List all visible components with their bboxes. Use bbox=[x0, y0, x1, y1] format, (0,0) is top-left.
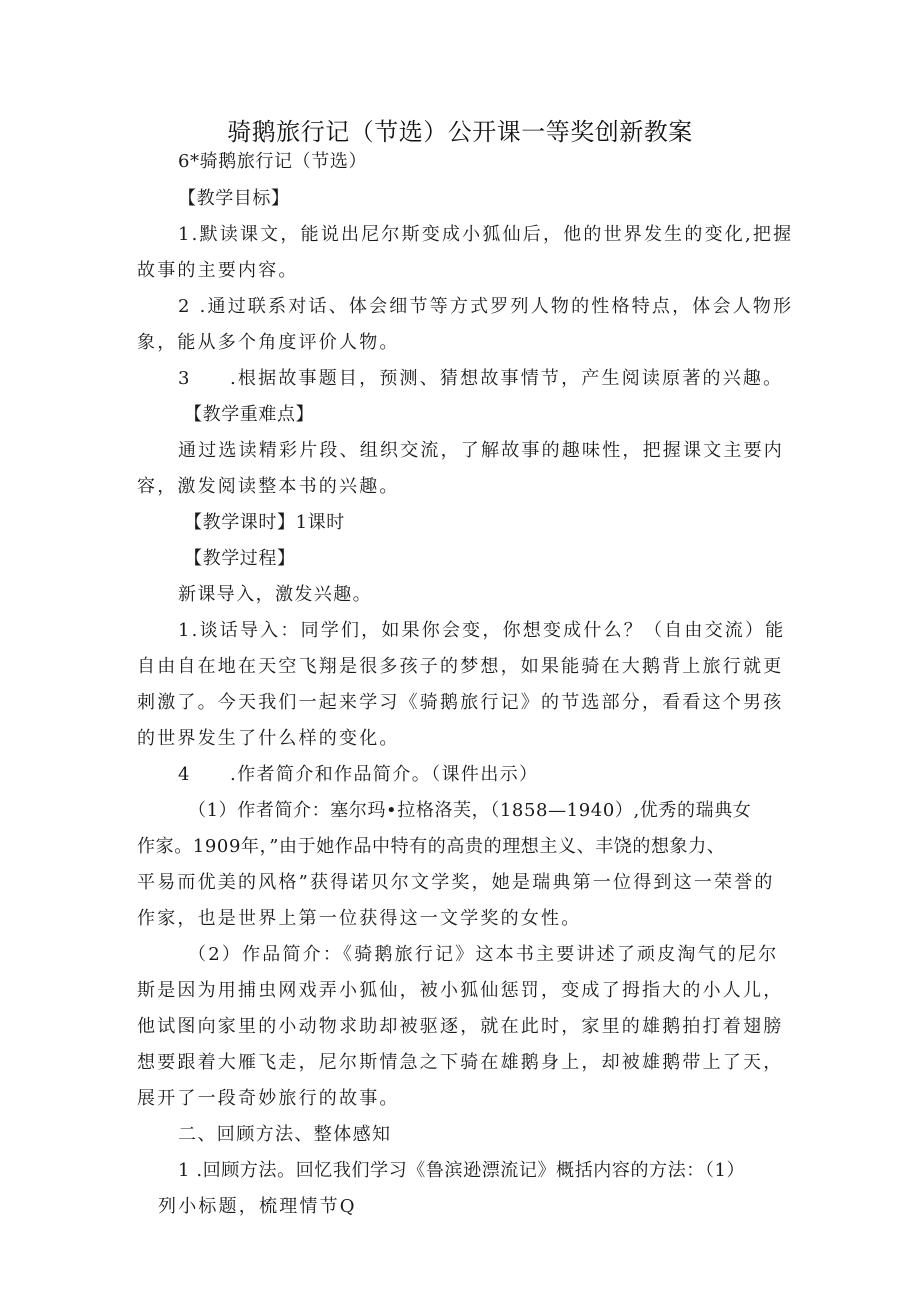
goal-2-line-1: 2 .通过联系对话、体会细节等方式罗列人物的性格特点，体会人物形 bbox=[178, 296, 794, 317]
goal-1-line-2: 故事的主要内容。 bbox=[137, 260, 299, 281]
work-intro-line-3: 他试图向家里的小动物求助却被驱逐，就在此时，家里的雄鹅拍打着翅膀 bbox=[137, 1016, 784, 1037]
work-intro-line-2: 斯是因为用捕虫网戏弄小狐仙，被小狐仙惩罚，变成了拇指大的小人儿， bbox=[137, 980, 784, 1001]
section-heading-goals: 【教学目标】 bbox=[178, 188, 290, 209]
keypoints-line-2: 容，激发阅读整本书的兴趣。 bbox=[137, 476, 400, 497]
author-intro-line-1: （1）作者简介：塞尔玛•拉格洛芙，（1858—1940）,优秀的瑞典女 bbox=[188, 800, 752, 821]
review-line-2: 列小标题，梳理情节Q bbox=[158, 1196, 357, 1217]
author-intro-line-3: 平易而优美的风格”获得诺贝尔文学奖，她是瑞典第一位得到这一荣誉的 bbox=[137, 872, 775, 893]
paragraph-1-line-4: 的世界发生了什么样的变化。 bbox=[137, 728, 400, 749]
paragraph-1-line-3: 刺激了。今天我们一起来学习《骑鹅旅行记》的节选部分，看看这个男孩 bbox=[137, 692, 784, 713]
author-intro-line-2: 作家。1909年，”由于她作品中特有的高贵的理想主义、丰饶的想象力、 bbox=[137, 836, 726, 857]
section-heading-hours: 【教学课时】1课时 bbox=[184, 512, 345, 533]
goal-3-text: .根据故事题目，预测、猜想故事情节，产生阅读原著的兴趣。 bbox=[230, 368, 784, 389]
work-intro-line-5: 展开了一段奇妙旅行的故事。 bbox=[137, 1088, 400, 1109]
paragraph-1-line-2: 自由自在地在天空飞翔是很多孩子的梦想，如果能骑在大鹅背上旅行就更 bbox=[137, 656, 784, 677]
review-line-1: 1 .回顾方法。回忆我们学习《鲁滨逊漂流记》概括内容的方法：（1） bbox=[178, 1160, 746, 1181]
paragraph-4-number: 4 bbox=[178, 764, 191, 785]
keypoints-line-1: 通过选读精彩片段、组织交流，了解故事的趣味性，把握课文主要内 bbox=[178, 440, 784, 461]
work-intro-line-4: 想要跟着大雁飞走，尼尔斯情急之下骑在雄鹅身上，却被雄鹅带上了天， bbox=[137, 1052, 784, 1073]
intro-heading: 新课导入，激发兴趣。 bbox=[178, 584, 372, 605]
goal-1-line-1: 1.默读课文，能说出尼尔斯变成小狐仙后，他的世界发生的变化,把握 bbox=[178, 224, 794, 245]
document-title: 骑鹅旅行记（节选）公开课一等奖创新教案 bbox=[227, 118, 693, 146]
paragraph-4-text: .作者简介和作品简介。（课件出示） bbox=[230, 764, 539, 785]
author-intro-line-4: 作家，也是世界上第一位获得这一文学奖的女性。 bbox=[137, 908, 582, 929]
section-heading-process: 【教学过程】 bbox=[184, 548, 296, 569]
part-2-heading: 二、回顾方法、整体感知 bbox=[178, 1124, 392, 1145]
section-heading-keypoints: 【教学重难点】 bbox=[184, 404, 315, 425]
goal-2-line-2: 象，能从多个角度评价人物。 bbox=[137, 332, 400, 353]
paragraph-1-line-1: 1.谈话导入：同学们，如果你会变，你想变成什么？（自由交流）能 bbox=[178, 620, 786, 641]
goal-3-number: 3 bbox=[178, 368, 191, 389]
work-intro-line-1: （2）作品简介：《骑鹅旅行记》这本书主要讲述了顽皮淘气的尼尔 bbox=[188, 944, 779, 965]
lesson-subtitle: 6*骑鹅旅行记（节选） bbox=[178, 151, 368, 172]
